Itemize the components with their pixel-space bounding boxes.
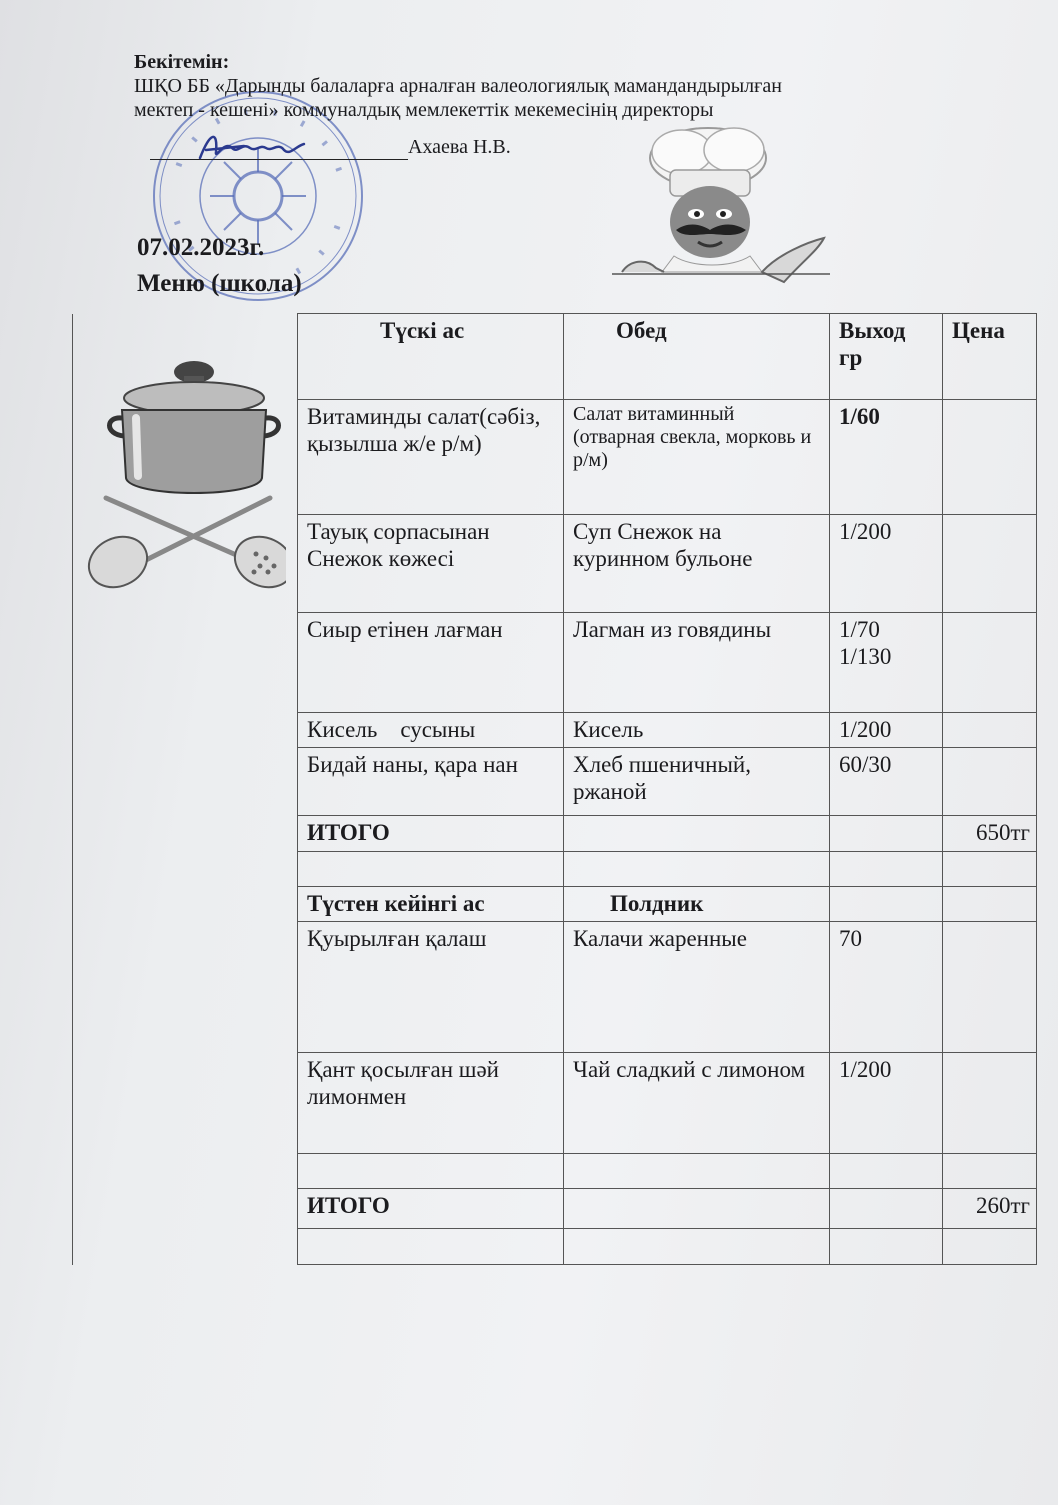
empty-cell bbox=[830, 887, 943, 922]
header-price: Цена bbox=[943, 314, 1037, 400]
dish-price bbox=[943, 613, 1037, 713]
empty-cell bbox=[564, 1229, 830, 1265]
dish-price bbox=[943, 922, 1037, 1053]
empty-cell bbox=[830, 1229, 943, 1265]
chef-icon bbox=[612, 122, 836, 302]
total-price: 260тг bbox=[943, 1189, 1037, 1229]
empty-cell bbox=[298, 1229, 564, 1265]
dish-price bbox=[943, 713, 1037, 748]
header-ru: Обед bbox=[564, 314, 830, 400]
empty-cell bbox=[943, 852, 1037, 887]
header-kz: Түскі ас bbox=[298, 314, 564, 400]
dish-kz: Кисель сусыны bbox=[298, 713, 564, 748]
approval-block bbox=[134, 50, 782, 122]
empty-cell bbox=[564, 1154, 830, 1189]
dish-yield: 70 bbox=[830, 922, 943, 1053]
total-price: 650тг bbox=[943, 816, 1037, 852]
empty-cell bbox=[564, 852, 830, 887]
dish-yield: 1/70 1/130 bbox=[830, 613, 943, 713]
empty-cell bbox=[830, 1189, 943, 1229]
empty-cell bbox=[943, 887, 1037, 922]
dish-ru: Салат витаминный (отварная свекла, морковь и р/м) bbox=[564, 400, 830, 515]
dish-yield: 60/30 bbox=[830, 748, 943, 816]
dish-kz: Қуырылған қалаш bbox=[298, 922, 564, 1053]
snack-header-kz: Түстен кейінгі ас bbox=[298, 887, 564, 922]
empty-cell bbox=[298, 852, 564, 887]
total-label: ИТОГО bbox=[298, 816, 564, 852]
dish-ru: Суп Снежок на куринном бульоне bbox=[564, 515, 830, 613]
total-label: ИТОГО bbox=[298, 1189, 564, 1229]
empty-cell bbox=[830, 816, 943, 852]
table-header-row bbox=[73, 314, 1037, 400]
dish-price bbox=[943, 1053, 1037, 1154]
signer-name: Ахаева Н.В. bbox=[408, 136, 511, 158]
approval-heading: Бекітемін: bbox=[134, 51, 230, 73]
empty-cell bbox=[564, 1189, 830, 1229]
dish-price bbox=[943, 515, 1037, 613]
dish-yield: 1/200 bbox=[830, 1053, 943, 1154]
approval-line-1: ШҚО ББ «Дарынды балаларға арналған валеологиялық мамандандырылған bbox=[134, 75, 782, 97]
menu-table bbox=[72, 313, 1037, 1265]
signature-icon bbox=[196, 126, 308, 168]
empty-cell bbox=[943, 1229, 1037, 1265]
dish-ru: Хлеб пшеничный, ржаной bbox=[564, 748, 830, 816]
dish-ru: Чай сладкий с лимоном bbox=[564, 1053, 830, 1154]
dish-ru: Лагман из говядины bbox=[564, 613, 830, 713]
picture-cell bbox=[73, 314, 298, 1265]
dish-ru: Калачи жаренные bbox=[564, 922, 830, 1053]
menu-title: Меню (школа) bbox=[137, 270, 302, 297]
dish-price bbox=[943, 400, 1037, 515]
dish-kz: Сиыр етінен лағман bbox=[298, 613, 564, 713]
dish-yield: 1/200 bbox=[830, 515, 943, 613]
empty-cell bbox=[564, 816, 830, 852]
empty-cell bbox=[943, 1154, 1037, 1189]
dish-ru: Кисель bbox=[564, 713, 830, 748]
dish-kz: Витаминды салат(сәбіз, қызылша ж/е р/м) bbox=[298, 400, 564, 515]
dish-kz: Бидай наны, қара нан bbox=[298, 748, 564, 816]
dish-kz: Тауық сорпасынан Снежок көжесі bbox=[298, 515, 564, 613]
menu-date: 07.02.2023г. bbox=[137, 234, 265, 261]
empty-cell bbox=[830, 852, 943, 887]
dish-kz: Қант қосылған шәй лимонмен bbox=[298, 1053, 564, 1154]
dish-price bbox=[943, 748, 1037, 816]
empty-cell bbox=[830, 1154, 943, 1189]
dish-yield: 1/200 bbox=[830, 713, 943, 748]
dish-yield: 1/60 bbox=[830, 400, 943, 515]
approval-line-2: мектеп - кешені» коммуналдық мемлекеттік мекемесінің директоры bbox=[134, 99, 714, 121]
header-yield: Выход гр bbox=[830, 314, 943, 400]
empty-cell bbox=[298, 1154, 564, 1189]
snack-header-ru: Полдник bbox=[564, 887, 830, 922]
